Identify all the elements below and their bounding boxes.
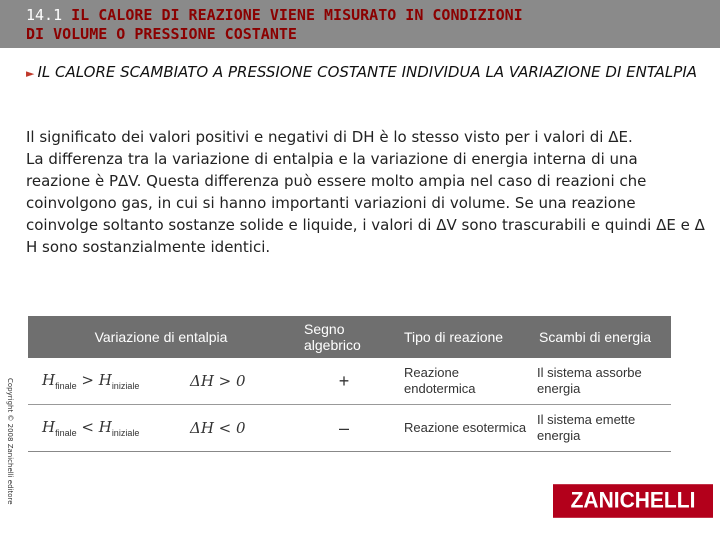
slide-title [26, 6, 706, 44]
subtitle [26, 62, 706, 84]
bullet-triangle-icon: ► [26, 67, 35, 80]
header-cell-variation: Variazione di entalpia [94, 329, 228, 345]
table-header [28, 316, 671, 358]
copyright-notice [4, 378, 14, 528]
section-number: 14.1 [26, 6, 72, 24]
paragraph-1: Il significato dei valori positivi e negativi di DH è lo stesso visto per i valori di ΔE. [26, 128, 633, 146]
slide-header [0, 0, 720, 48]
title-line-2: DI VOLUME O PRESSIONE COSTANTE [26, 25, 297, 43]
cell-type: Reazione endotermica [404, 365, 476, 396]
cell-exchange: Il sistema assorbe energia [537, 365, 642, 396]
cell-variation [28, 358, 294, 404]
table-row [28, 405, 671, 452]
enthalpy-table [28, 316, 671, 452]
subtitle-text: IL CALORE SCAMBIATO A PRESSIONE COSTANTE INDIVIDUA LA VARIAZIONE DI ENTALPIA [37, 63, 698, 81]
cell-type: Reazione esotermica [404, 420, 527, 435]
enthalpy-comparison: $H_{finale} < H_{iniziale}$ [42, 418, 140, 438]
cell-sign: – [338, 417, 349, 438]
paragraph-2: La differenza tra la variazione di entalpia e la variazione di energia interna di una reazione è PΔV. Questa differenza può essere molto ampia nel caso di reazioni che coinvolgono gas, in cui si hanno importanti variazioni di volume. Se una reazione coinvolge soltanto sostanze solide e liquide, i valori di ΔV sono trascurabili e quindi ΔE e Δ H sono sostanzialmente identici. [26, 150, 705, 256]
cell-variation [28, 405, 294, 451]
body-text [26, 126, 706, 258]
zanichelli-logo: ZANICHELLI [553, 484, 713, 518]
copyright-text: Copyright © 2008 Zanichelli editore [6, 378, 14, 505]
header-cell-type: Tipo di reazione [404, 329, 504, 345]
header-cell-exchange: Scambi di energia [539, 329, 652, 345]
delta-h-expression: ΔH < 0 [190, 419, 246, 437]
header-cell-sign: Segno algebrico [304, 321, 361, 353]
table-row [28, 358, 671, 405]
cell-sign: + [338, 370, 350, 391]
title-line-1: IL CALORE DI REAZIONE VIENE MISURATO IN CONDIZIONI [71, 6, 523, 24]
enthalpy-comparison: $H_{finale} > H_{iniziale}$ [42, 371, 140, 391]
cell-exchange: Il sistema emette energia [537, 412, 636, 443]
delta-h-expression: ΔH > 0 [190, 372, 246, 390]
